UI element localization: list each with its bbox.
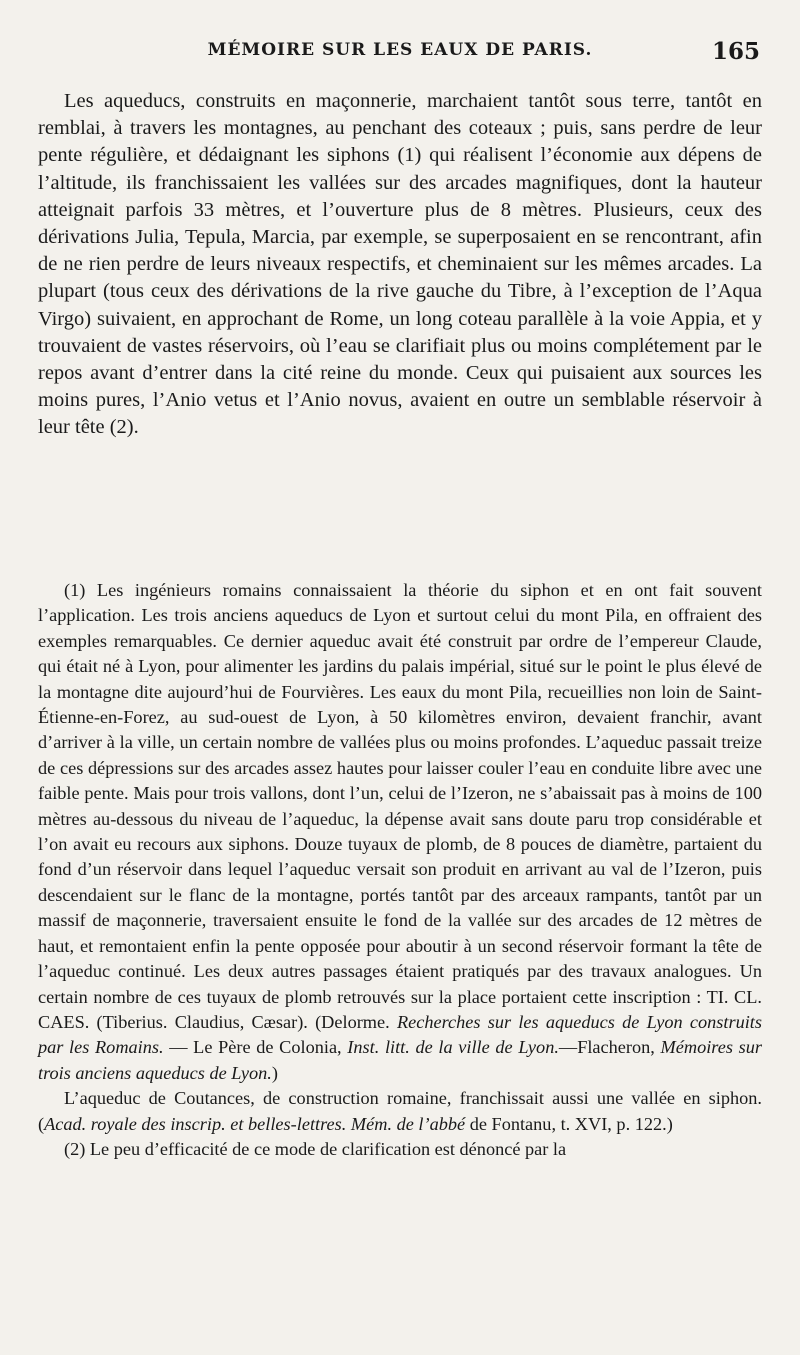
page-header [38,38,762,72]
footnote-1-sep-colonia: — Le Père de Colonia, [163,1037,342,1058]
footnotes [38,578,762,1162]
body-paragraph: Les aqueducs, construits en maçonnerie, marchaient tantôt sous terre, tantôt en remblai, à travers les montagnes, au penchant des coteaux ; puis, sans perdre de leur pente régulière, et dédaignant les siphons (1) qui réalisent l’économie aux dépens de l’altitude, ils franchissaient les vallées sur des arcades magnifiques, dont la hauteur atteignait parfois 33 mètres, et l’ouverture plus de 8 mètres. Plusieurs, ceux des dérivations Julia, Tepula, Marcia, par exemple, se superposaient en se rencontrant, afin de ne rien perdre de leurs niveaux respectifs, et cheminaient sur les mêmes arcades. La plupart (tous ceux des dérivations de la rive gauche du Tibre, à l’exception de l’Aqua Virgo) suivaient, en approchant de Rome, un long coteau parallèle à la voie Appia, et y trouvaient de vastes réservoirs, où l’eau se clarifiait plus ou moins complétement par le repos avant d’entrer dans la cité reine du monde. Ceux qui puisaient aux sources les moins pures, l’Anio vetus et l’Anio novus, avaient en outre un semblable réservoir à leur tête (2). [38,90,762,439]
footnote-1-ref-flacheron: Mémoires sur trois anciens aqueducs de Lyon. [38,1037,762,1083]
coutances-text: L’aqueduc de Coutances, de construction romaine, franchissait aussi une vallée en siphon. ( [38,1088,762,1134]
coutances-ref: Acad. royale des inscrip. et belles-lettres. Mém. de l’abbé [44,1113,466,1134]
main-text [38,88,762,442]
page-number: 165 [711,38,760,65]
footnote-1-coutances [38,1086,762,1137]
coutances-end: de Fontanu, t. XVI, p. 122.) [465,1113,673,1134]
footnote-1-close: ) [271,1062,278,1083]
footnote-1-ref-colonia: Inst. litt. de la ville de Lyon. [347,1037,559,1058]
footnote-1-text: (1) Les ingénieurs romains connaissaient la théorie du siphon et en ont fait souvent l’application. Les trois anciens aqueducs de Lyon et surtout celui du mont Pila, en offraient des exemples remarquables. Ce dernier aqueduc avait été construit par ordre de l’empereur Claude, qui était né à Lyon, pour alimenter les jardins du palais impérial, situé sur le point le plus élevé de la montagne dite aujourd’hui de Fourvières. Les eaux du mont Pila, recueillies non loin de Saint-Étienne-en-Forez, au sud-ouest de Lyon, à 50 kilomètres environ, devaient franchir, avant d’arriver à la ville, un certain nombre de vallées plus ou moins profondes. L’aqueduc passait treize de ces dépressions sur des arcades assez hautes pour laisser couler l’eau en conduite libre avec une faible pente. Mais pour trois vallons, dont l’un, celui de l’Izeron, ne s’abaissait pas à moins de 100 mètres au-dessous du niveau de l’aqueduc, la dépense avait sans doute paru trop considérable et l’on avait eu recours aux siphons. Douze tuyaux de plomb, de 8 pouces de diamètre, partaient du fond d’un réservoir dans lequel l’aqueduc versait son produit en arrivant au val de l’Izeron, puis descendaient sur le flanc de la montagne, portés tantôt par des arceaux rampants, tantôt par un massif de maçonnerie, traversaient ensuite le fond de la vallée sur des arcades de 12 mètres de haut, et remontaient enfin la pente opposée pour aboutir à un second réservoir formant la tête de l’aqueduc continué. Les deux autres passages étaient pratiqués par des travaux analogues. Un certain nombre de ces tuyaux de plomb retrouvés sur la place portaient cette inscription : TI. CL. CAES. (Tiberius. Claudius, Cæsar). (Delorme. [38,580,762,1032]
running-title: MÉMOIRE SUR LES EAUX DE PARIS. [207,40,593,60]
footnote-1 [38,578,762,1086]
footnote-1-ref-delorme: Recherches sur les aqueducs de Lyon construits par les Romains. [38,1011,762,1058]
footnote-1-sep-flacheron: —Flacheron, [558,1037,655,1058]
footnote-2: (2) Le peu d’efficacité de ce mode de clarification est dénoncé par la [64,1138,567,1159]
